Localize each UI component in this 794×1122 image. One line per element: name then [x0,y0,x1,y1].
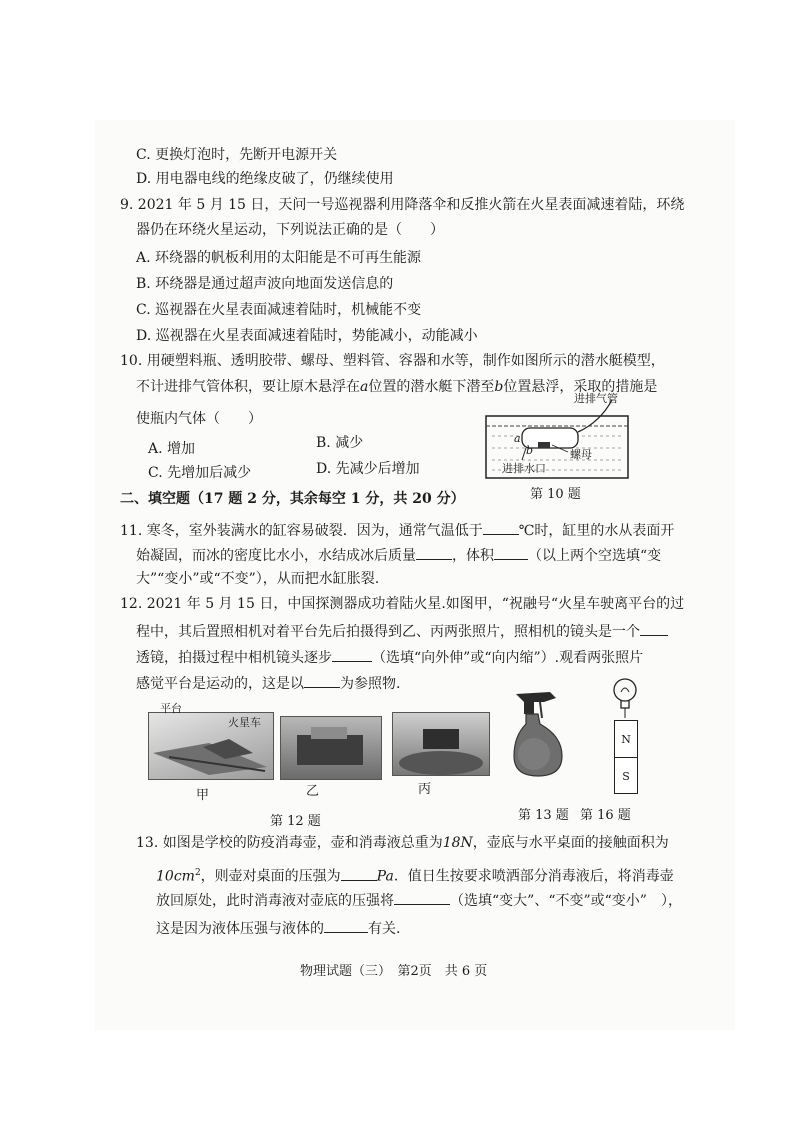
answer-blank[interactable] [304,673,340,688]
q13-line2 [156,864,674,886]
q12-text: 感觉平台是运动的，这是以 [136,676,304,692]
answer-blank[interactable] [494,545,528,560]
q11-text: （以上两个空选填“变 [528,548,662,564]
q12-text: 程中，其后置照相机对着平台先后拍摄得到乙、丙两张照片，照相机的镜头是一个 [136,624,640,640]
q13-line4 [156,918,400,938]
q10-option-a: A. 增加 [148,441,196,457]
bar-magnet [614,720,638,794]
fig10-label-nut: 螺母 [570,448,592,461]
q11-line3: 大”“变小”或“不变”），从而把水缸胀裂. [136,571,380,587]
q10-stem-line3: 使瓶内气体（ ） [136,411,262,427]
q11-line1 [120,520,674,540]
answer-blank[interactable] [640,621,668,636]
photo-bing [392,712,490,776]
q10-stem-line1: 10. 用硬塑料瓶、透明胶带、螺母、塑料管、容器和水等，制作如图所示的潜水艇模型， [120,353,665,369]
magnet-north-pole: N [615,721,637,758]
q12-text: 为参照物. [340,676,401,692]
q9-option-c: C. 巡视器在火星表面减速着陆时，机械能不变 [136,302,422,318]
answer-blank[interactable] [394,890,450,905]
q13-text: 13. 如图是学校的防疫消毒壶，壶和消毒液总重为 [136,835,443,851]
q11-text: 始凝固，而冰的密度比水小，水结成冰后质量 [136,548,416,564]
q13-text: 放回原处，此时消毒液对壶底的压强将 [156,893,394,909]
q10-var-a: a [360,379,369,395]
q13-text: ，壶底与水平桌面的接触面积为 [472,835,669,851]
q13-text: 有关. [368,921,401,937]
photo-jia-caption: 甲 [196,788,210,803]
q13-area: 10cm [156,868,195,885]
page-footer: 物理试题（三） 第2页 共 6 页 [300,964,488,979]
fig12-caption: 第 12 题 [270,814,321,829]
q12-text: （选填“向外伸”或“向内缩”）.观看两张照片 [372,650,644,666]
q8-option-c: C. 更换灯泡时，先断开电源开关 [136,147,338,163]
q13-area-exponent: 2 [194,868,201,878]
q10-option-c: C. 先增加后减少 [148,465,252,481]
q13-line3 [156,890,682,910]
fig13-caption: 第 13 题 [518,808,569,823]
answer-blank[interactable] [324,918,368,933]
spray-bottle-icon [504,684,574,780]
fig10-caption: 第 10 题 [530,487,581,502]
q13-weight: 18N [442,835,473,851]
fig10-label-pipe: 进排气管 [574,392,618,405]
q9-option-b: B. 环绕器是通过超声波向地面发送信息的 [136,276,394,292]
q11-text: ℃时，缸里的水从表面开 [518,523,675,539]
answer-blank[interactable] [416,545,452,560]
q12-line1: 12. 2021 年 5 月 15 日，中国探测器成功着陆火星.如图甲，“祝融号“火星车驶离平台的过 [120,596,685,612]
fig10-label-a: a [514,432,521,445]
q12-line4 [136,673,400,693]
q11-text: ，体积 [452,548,494,564]
q9-stem-line2: 器仍在环绕火星运动，下列说法正确的是（ ） [136,222,444,238]
q13-text: ，则壶对桌面的压强为 [200,868,341,885]
answer-blank[interactable] [332,647,372,662]
answer-blank[interactable] [341,866,377,881]
photo-jia-label-rover: 火星车 [228,716,261,729]
fig16-caption: 第 16 题 [580,808,631,823]
magnet-south-pole: S [622,769,630,783]
q10-option-b: B. 减少 [316,435,364,451]
q12-line2 [136,621,668,641]
photo-yi [280,716,382,780]
q8-option-d: D. 用电器电线的绝缘皮破了，仍继续使用 [136,171,394,187]
q13-text: 这是因为液体压强与液体的 [156,921,324,937]
q11-text: 11. 寒冬，室外装满水的缸容易破裂．因为，通常气温低于 [120,523,483,539]
photo-bing-caption: 丙 [418,782,432,797]
q10-option-d: D. 先减少后增加 [316,461,420,477]
q13-text: ．值日生按要求喷洒部分消毒液后，将消毒壶 [393,868,674,885]
q13-text: （选填“变大”、“不变”或“变小” ）， [450,893,682,909]
section-fill-in-title: 二、填空题（17 题 2 分，其余每空 1 分，共 20 分） [120,491,465,507]
q10-stem-part: 位置悬浮，采取的措施是 [503,379,658,395]
q12-text: 透镜，拍摄过程中相机镜头逐步 [136,650,332,666]
q12-line3 [136,647,643,667]
q10-stem-part: 位置的潜水艇下潜至 [368,379,495,395]
photo-jia-label-platform: 平台 [160,702,182,715]
q9-stem-line1: 9. 2021 年 5 月 15 日，天问一号巡视器利用降落伞和反推火箭在火星表面减速着陆，环绕 [120,197,685,213]
q13-line1 [136,834,669,852]
q10-var-b: b [494,379,504,395]
q9-option-a: A. 环绕器的帆板利用的太阳能是不可再生能源 [136,250,422,266]
q9-option-d: D. 巡视器在火星表面减速着陆时，势能减小，动能减小 [136,328,478,344]
q11-line2 [136,545,661,565]
fig10-label-b: b [526,444,534,457]
answer-blank[interactable] [483,520,519,535]
light-bulb-icon [610,676,640,718]
q13-unit: Pa [376,868,394,885]
q10-stem-part: 不计进排气管体积，要让原木悬浮在 [136,379,360,395]
fig10-label-inlet: 进排水口 [502,462,546,475]
photo-yi-caption: 乙 [306,784,320,799]
